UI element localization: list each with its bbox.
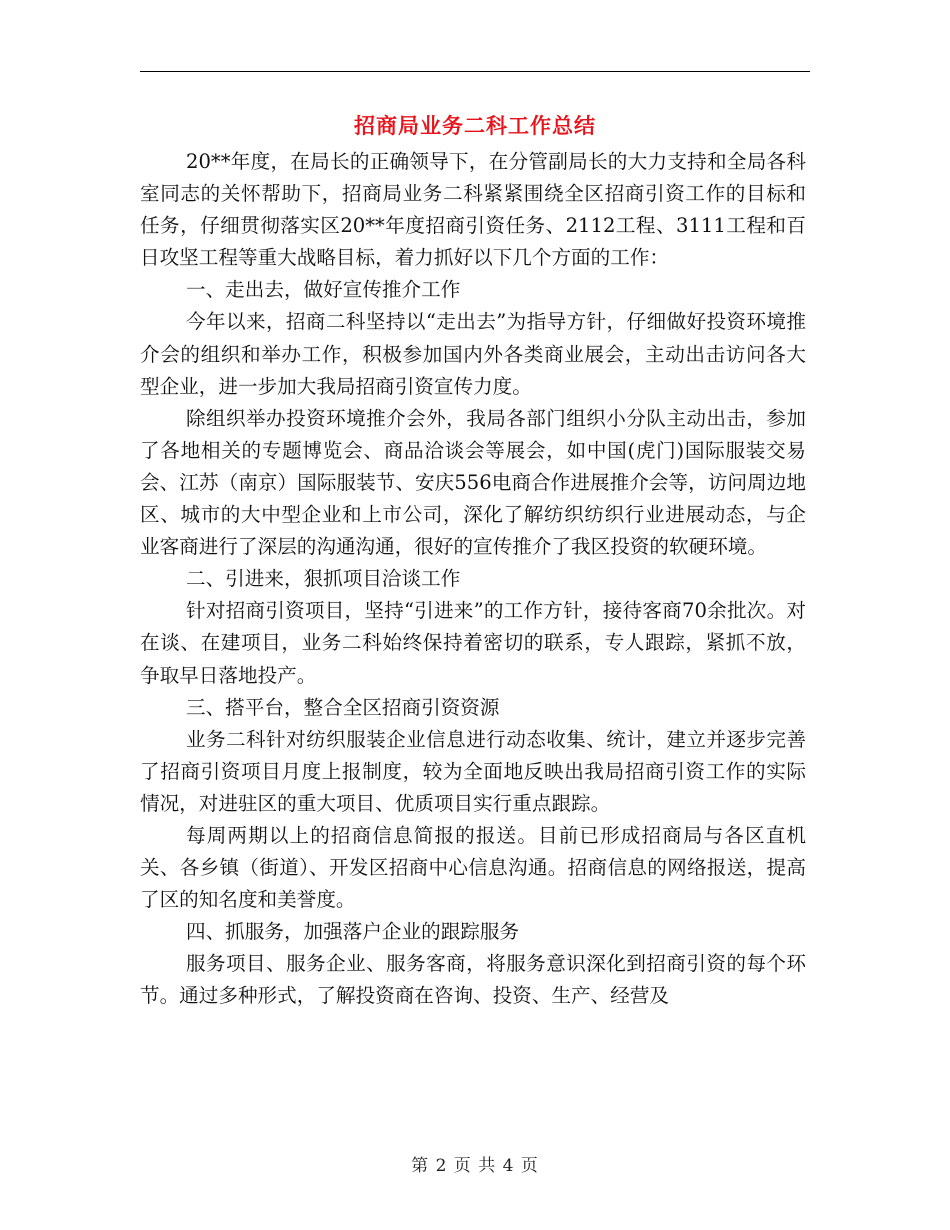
section-1-paragraph-2: 除组织举办投资环境推介会外，我局各部门组织小分队主动出击，参加了各地相关的专题博览会、商品洽谈会等展会，如中国(虎门)国际服装交易会、江苏（南京）国际服装节、安庆556电商合作进展推介会等，访问周边地区、城市的大中型企业和上市公司，深化了解纺织纺织行业进展动态，与企业客商进行了深层的沟通沟通，很好的宣传推介了我区投资的软硬环境。 bbox=[140, 406, 806, 559]
intro-paragraph: 20**年度，在局长的正确领导下，在分管副局长的大力支持和全局各科室同志的关怀帮助下，招商局业务二科紧紧围绕全区招商引资工作的目标和任务，仔细贯彻落实区20**年度招商引资任务、2112工程、3111工程和百日攻坚工程等重大战略目标，着力抓好以下几个方面的工作： bbox=[140, 150, 806, 270]
section-4-paragraph-1: 服务项目、服务企业、服务客商，将服务意识深化到招商引资的每个环节。通过多种形式，了解投资商在咨询、投资、生产、经营及 bbox=[140, 952, 806, 1008]
section-2-paragraph-1: 针对招商引资项目，坚持“引进来”的工作方针，接待客商70余批次。对在谈、在建项目，业务二科始终保持着密切的联系，专人跟踪，紧抓不放，争取早日落地投产。 bbox=[140, 599, 806, 687]
section-1-paragraph-1: 今年以来，招商二科坚持以“走出去”为指导方针，仔细做好投资环境推介会的组织和举办工作，积极参加国内外各类商业展会，主动出击访问各大型企业，进一步加大我局招商引资宣传力度。 bbox=[140, 310, 806, 398]
document-title: 招商局业务二科工作总结 bbox=[354, 114, 596, 138]
document-body bbox=[140, 146, 806, 1013]
section-3-paragraph-2: 每周两期以上的招商信息简报的报送。目前已形成招商局与各区直机关、各乡镇（街道）、开发区招商中心信息沟通。招商信息的网络报送，提高了区的知名度和美誉度。 bbox=[140, 823, 806, 912]
header-rule bbox=[140, 71, 810, 72]
section-3-paragraph-1: 业务二科针对纺织服装企业信息进行动态收集、统计，建立并逐步完善了招商引资项目月度上报制度，较为全面地反映出我局招商引资工作的实际情况，对进驻区的重大项目、优质项目实行重点跟踪。 bbox=[140, 727, 806, 815]
section-heading-1: 一、走出去，做好宣传推介工作 bbox=[186, 278, 461, 302]
section-heading-2: 二、引进来，狠抓项目洽谈工作 bbox=[186, 567, 461, 591]
section-heading-4: 四、抓服务，加强落户企业的跟踪服务 bbox=[186, 920, 520, 944]
section-heading-3: 三、搭平台，整合全区招商引资资源 bbox=[186, 695, 500, 719]
page-number-footer: 第 2 页 共 4 页 bbox=[411, 1156, 539, 1176]
